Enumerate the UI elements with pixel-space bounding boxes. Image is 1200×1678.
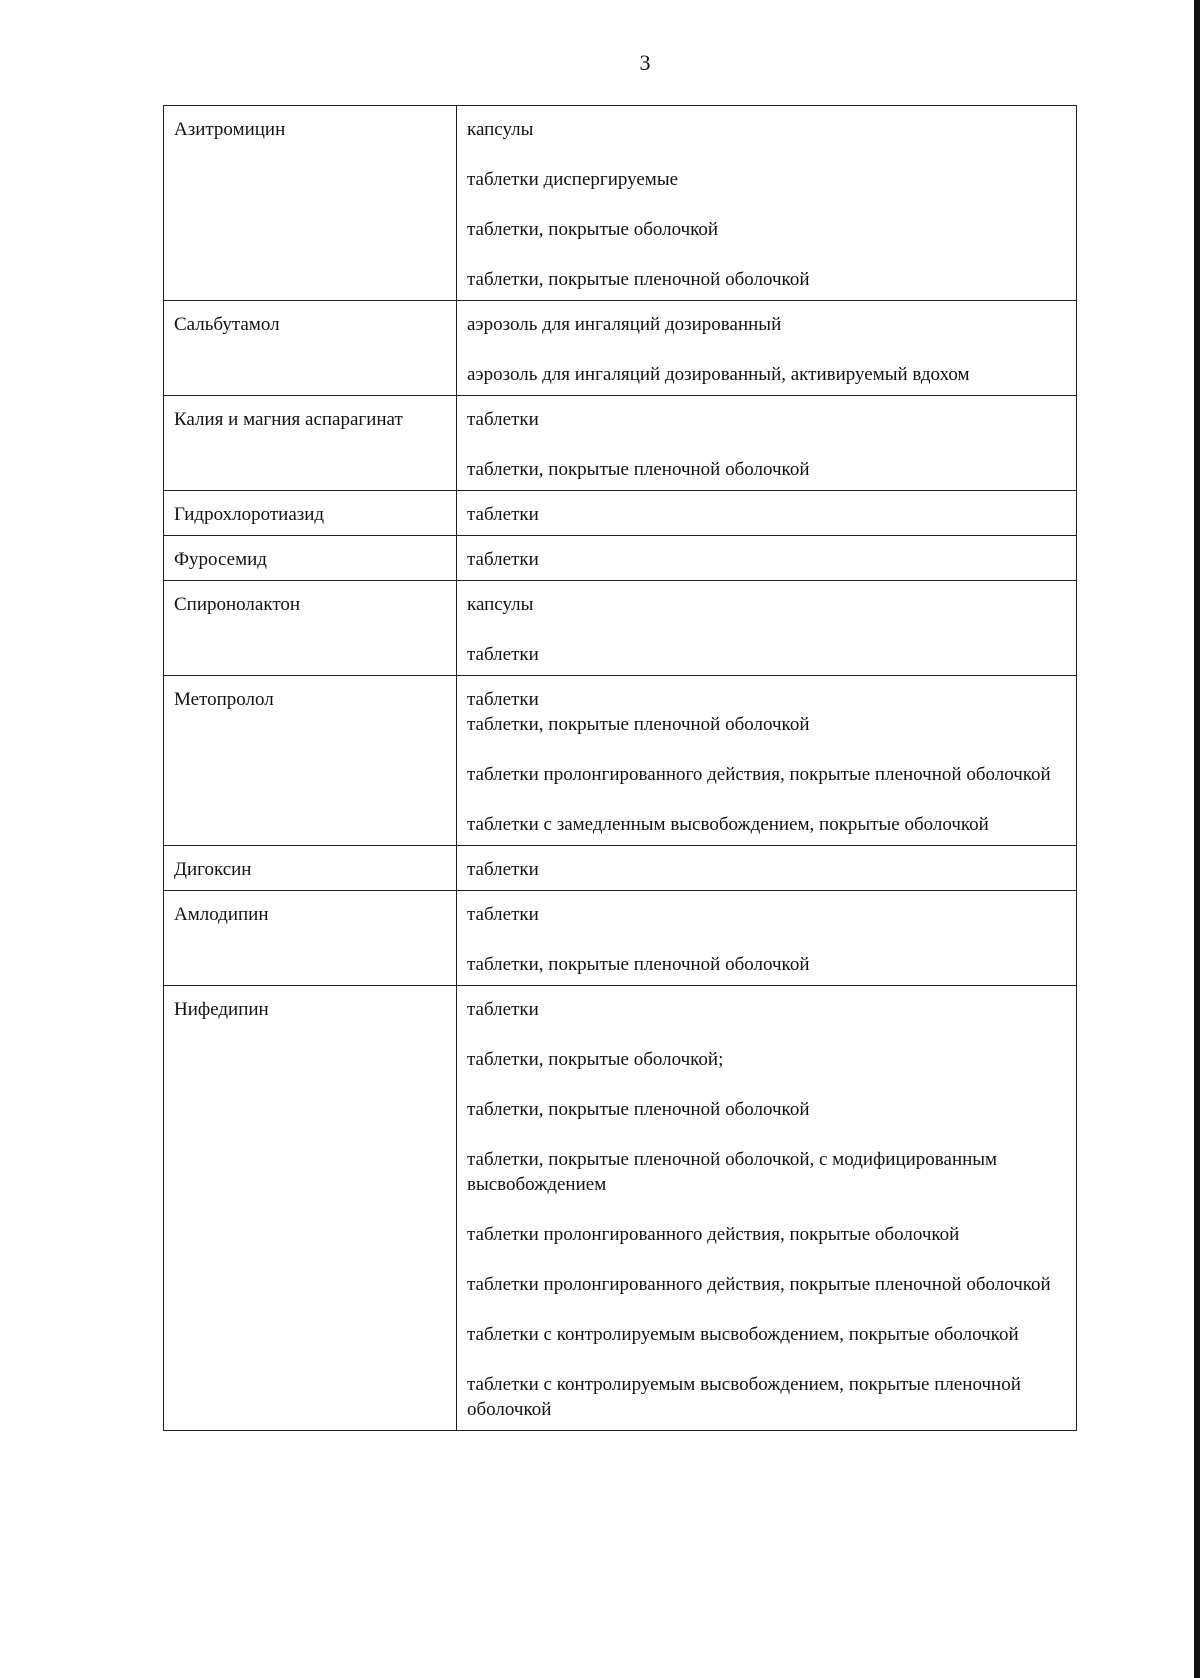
dosage-form: таблетки, покрытые пленочной оболочкой [467,459,810,480]
dosage-forms-cell [457,846,1077,891]
dosage-form: таблетки диспергируемые [467,169,679,190]
drug-forms-table [163,105,1077,1431]
table-row [164,676,1077,846]
table-body [164,106,1077,1431]
table-row [164,396,1077,491]
dosage-forms-cell [457,891,1077,986]
drug-name-cell: Спиронолактон [164,581,457,676]
drug-name-cell: Фуросемид [164,536,457,581]
dosage-form: таблетки, покрытые пленочной оболочкой, с модифицированным высвобождением [467,1149,998,1195]
dosage-form: таблетки пролонгированного действия, покрытые оболочкой [467,1224,960,1245]
dosage-form: таблетки, покрытые пленочной оболочкой [467,954,810,975]
dosage-form: аэрозоль для ингаляций дозированный [467,314,782,335]
drug-name-cell: Калия и магния аспарагинат [164,396,457,491]
drug-name-cell: Дигоксин [164,846,457,891]
dosage-forms-cell [457,581,1077,676]
dosage-form: капсулы [467,594,534,615]
dosage-form: таблетки [467,504,539,525]
scan-edge-line [1194,0,1200,1678]
table-row [164,891,1077,986]
dosage-forms-cell [457,676,1077,846]
dosage-form: таблетки пролонгированного действия, покрытые пленочной оболочкой [467,1274,1051,1295]
dosage-form: таблетки [467,904,539,925]
table-row [164,536,1077,581]
dosage-forms-cell [457,396,1077,491]
dosage-form: таблетки, покрытые пленочной оболочкой [467,269,810,290]
dosage-forms-cell [457,536,1077,581]
dosage-form: таблетки [467,644,539,665]
table-row [164,491,1077,536]
dosage-forms-cell [457,491,1077,536]
dosage-form: таблетки с замедленным высвобождением, покрытые оболочкой [467,814,989,835]
dosage-form: капсулы [467,119,534,140]
dosage-form: таблетки [467,409,539,430]
dosage-form: таблетки, покрытые пленочной оболочкой [467,1099,810,1120]
drug-name-cell: Нифедипин [164,986,457,1431]
dosage-form: таблетки [467,549,539,570]
dosage-form: аэрозоль для ингаляций дозированный, активируемый вдохом [467,364,970,385]
dosage-form: таблетки, покрытые оболочкой; [467,1049,724,1070]
page-number: 3 [639,50,651,75]
dosage-form: таблетки с контролируемым высвобождением, покрытые пленочной оболочкой [467,1374,1021,1420]
dosage-form: таблетки пролонгированного действия, покрытые пленочной оболочкой [467,764,1051,785]
dosage-form: таблетки, покрытые оболочкой [467,219,719,240]
drug-name-cell: Амлодипин [164,891,457,986]
table-row [164,301,1077,396]
drug-name-cell: Метопролол [164,676,457,846]
dosage-forms-cell [457,106,1077,301]
table-row [164,581,1077,676]
dosage-form: таблетки [467,999,539,1020]
table-row [164,986,1077,1431]
table-row [164,846,1077,891]
drug-name-cell: Азитромицин [164,106,457,301]
table-row [164,106,1077,301]
drug-name-cell: Сальбутамол [164,301,457,396]
dosage-form: таблетки [467,689,539,710]
drug-name-cell: Гидрохлоротиазид [164,491,457,536]
dosage-forms-cell [457,301,1077,396]
dosage-forms-cell [457,986,1077,1431]
dosage-form: таблетки [467,859,539,880]
dosage-form: таблетки, покрытые пленочной оболочкой [467,714,810,735]
dosage-form: таблетки с контролируемым высвобождением, покрытые оболочкой [467,1324,1019,1345]
